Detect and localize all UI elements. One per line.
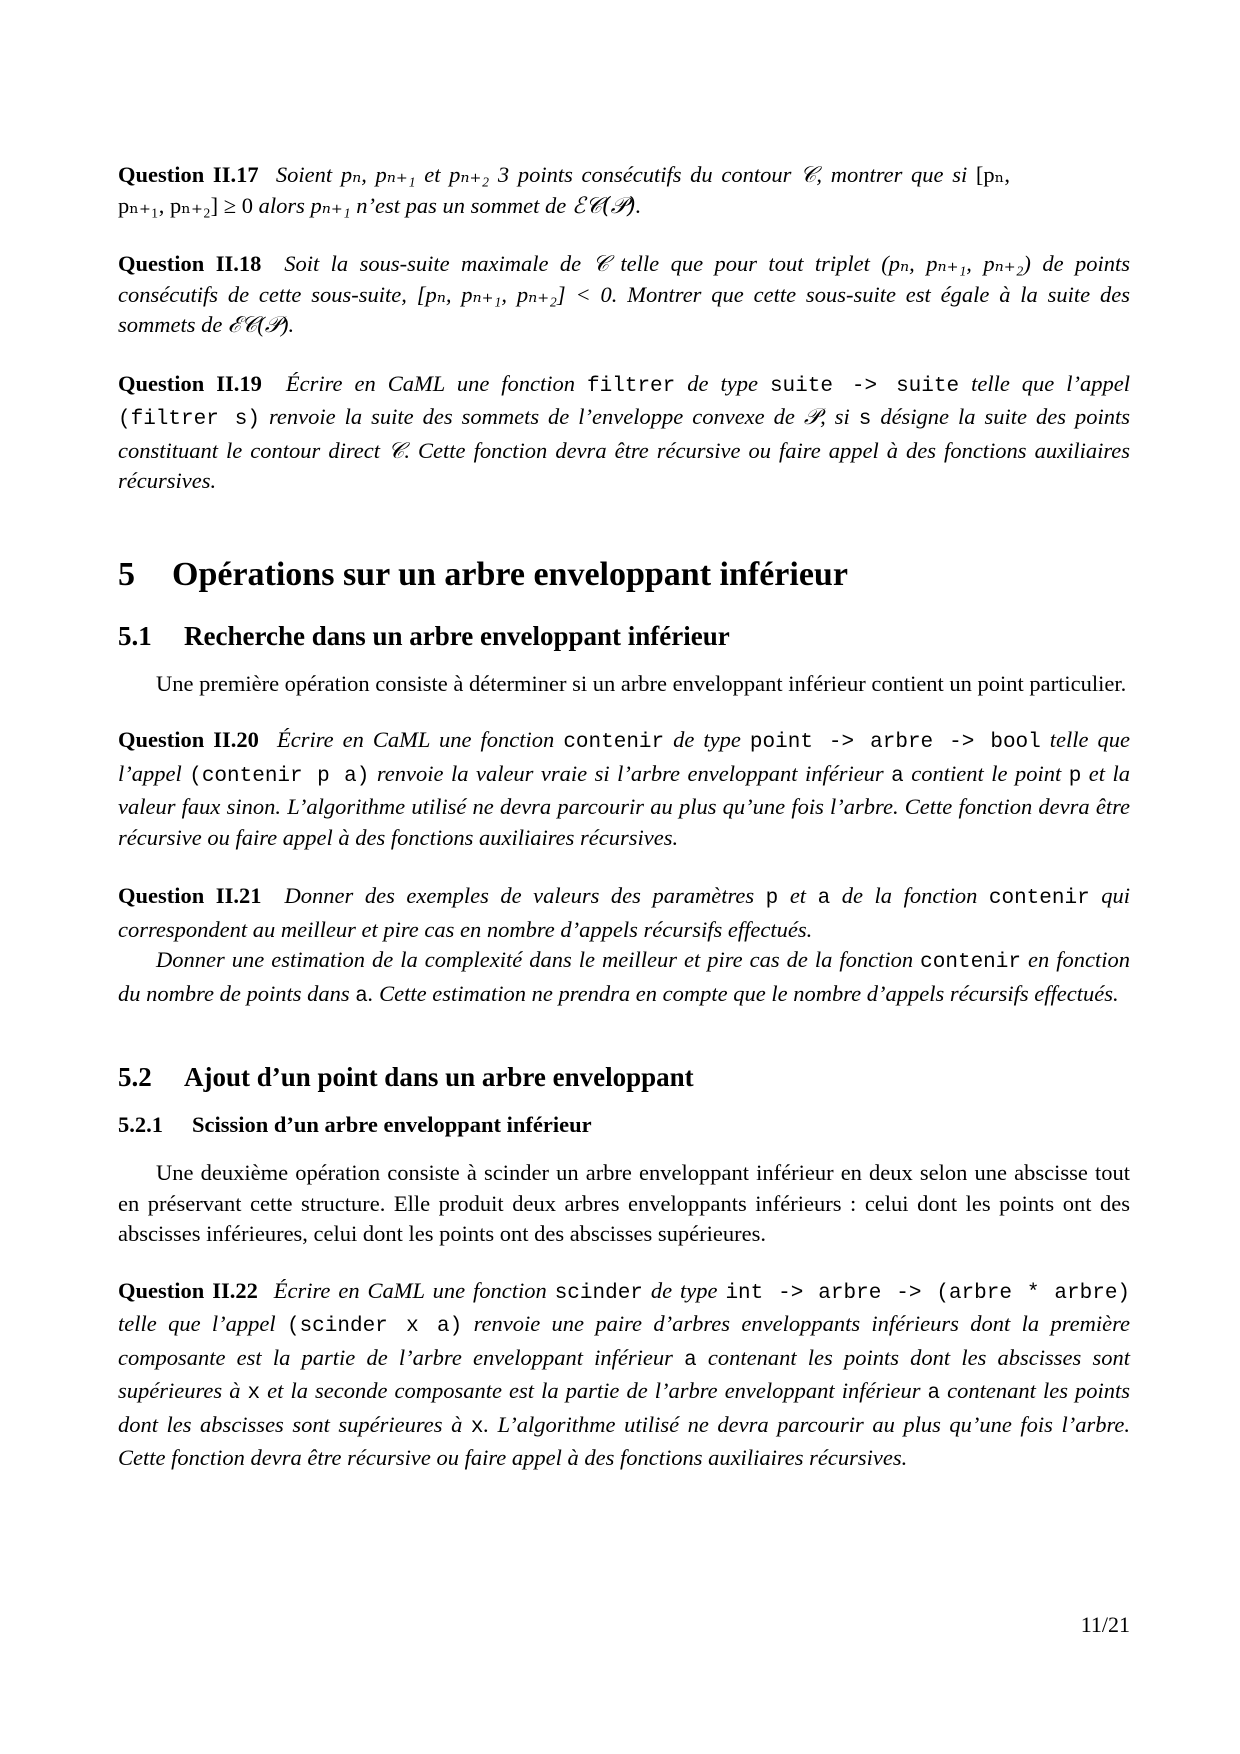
question-ii-20: Question II.20 Écrire en CaML une fonction contenir de type point -> arbre -> bool telle que l’appel (contenir p a) renvoie la valeur vraie si l’arbre enveloppant inférieur a contient le point p et la valeur faux sinon. L’algorithme utilisé ne devra parcourir au plus qu’une fois l’arbre. Cette fonction devra être récursive ou faire appel à des fonctions auxiliaires récursives.	[118, 727, 1131, 850]
question-label: Question II.21	[118, 883, 262, 908]
question-label: Question II.22	[118, 1277, 258, 1303]
question-label: Question II.17	[118, 162, 259, 187]
page-number: 11/21	[1080, 1612, 1130, 1637]
question-ii-22: Question II.22 Écrire en CaML une fonction scinder de type int -> arbre -> (arbre * arbre) telle que l’appel (scinder x a) renvoie une paire d’arbres enveloppants inférieurs dont la première composante est la partie de l’arbre enveloppant inférieur a contenant les points dont les abscisses sont supérieures à x et la seconde composante est la partie de l’arbre enveloppant inférieur a contenant les points dont les abscisses sont supérieures à x. L’algorithme utilisé ne devra parcourir au plus qu’une fois l’arbre. Cette fonction devra être récursive ou faire appel à des fonctions auxiliaires récursives.	[118, 1277, 1131, 1470]
question-ii-19: Question II.19 Écrire en CaML une fonction filtrer de type suite -> suite telle que l’appel (filtrer s) renvoie la suite des sommets de l’enveloppe convexe de 𝒫, si s désigne la suite des points constituant le contour direct 𝒞. Cette fonction devra être récursive ou faire appel à des fonctions auxiliaires récursives.	[118, 370, 1131, 493]
question-label: Question II.19	[118, 370, 262, 396]
section-heading-5-2-1: 5.2.1 Scission d’un arbre enveloppant inférieur	[118, 1112, 592, 1137]
section-heading-5-2: 5.2 Ajout d’un point dans un arbre enveloppant	[118, 1062, 694, 1092]
question-label: Question II.18	[118, 251, 262, 276]
page-content	[118, 160, 1130, 1474]
paragraph-scission: Une deuxième opération consiste à scinder un arbre enveloppant inférieur en deux selon une abscisse tout en préservant cette structure. Elle produit deux arbres enveloppants inférieurs : celui dont les points ont des abscisses inférieures, celui dont les points ont des abscisses supérieures.	[118, 1160, 1130, 1246]
question-text: Soit la sous-suite maximale de 𝒞 telle que pour tout triplet (pₙ, pₙ₊₁, pₙ₊₂) de points consécutifs de cette sous-suite, [pₙ, pₙ₊₁, pₙ₊₂] < 0. Montrer que cette sous-suite est égale à la suite des sommets de ℰ𝒞(𝒫).	[118, 251, 1131, 337]
question-ii-21: Question II.21 Donner des exemples de valeurs des paramètres p et a de la fonction contenir qui correspondent au meilleur et pire cas en nombre d’appels récursifs effectués.	[118, 883, 1130, 942]
section-heading-5: 5 Opérations sur un arbre enveloppant inférieur	[118, 555, 848, 593]
question-ii-21-part-2: Donner une estimation de la complexité dans le meilleur et pire cas de la fonction contenir en fonction du nombre de points dans a. Cette estimation ne prendra en compte que le nombre d’appels récursifs effectués.	[118, 947, 1130, 1008]
question-ii-17: Question II.17 Soient pₙ, pₙ₊₁ et pₙ₊₂ 3 points consécutifs du contour 𝒞, montrer que si [pₙ, pₙ₊₁, pₙ₊₂] ≥ 0 alors pₙ₊₁ n’est pas un sommet de ℰ𝒞(𝒫).	[118, 162, 1010, 219]
paragraph-recherche: Une première opération consiste à déterminer si un arbre enveloppant inférieur contient un point particulier.	[156, 670, 1127, 696]
question-ii-18	[118, 249, 1130, 341]
section-heading-5-1: 5.1 Recherche dans un arbre enveloppant inférieur	[118, 620, 730, 651]
question-label: Question II.20	[118, 727, 259, 752]
